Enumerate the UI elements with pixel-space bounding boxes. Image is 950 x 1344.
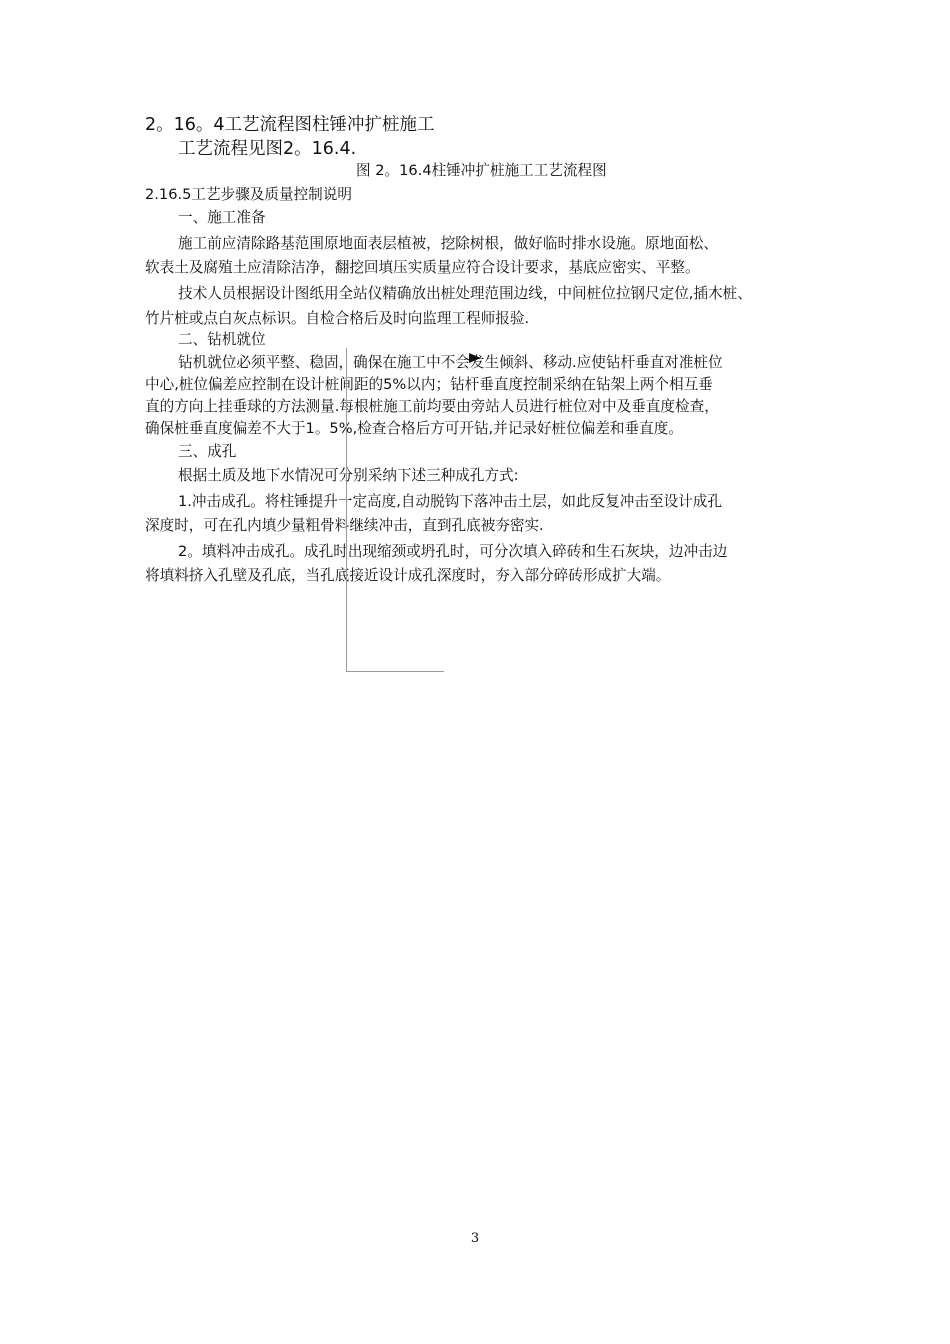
part3-heading: 三、成孔 xyxy=(178,443,237,460)
part2-heading: 二、钻机就位 xyxy=(178,331,266,348)
flow-intro: 工艺流程见图2。16.4. xyxy=(178,139,357,159)
paragraph-line: 软表土及腐殖土应清除洁净，翻挖回填压实质量应符合设计要求，基底应密实、平整。 xyxy=(145,259,700,276)
paragraph-line: 将填料挤入孔壁及孔底，当孔底接近设计成孔深度时，夯入部分碎砖形成扩大端。 xyxy=(145,567,671,584)
paragraph-line: 直的方向上挂垂球的方法测量.每根桩施工前均要由旁站人员进行桩位对中及垂直度检查， xyxy=(145,398,719,415)
paragraph-line: 竹片桩或点白灰点标识。自检合格后及时向监理工程师报验. xyxy=(145,310,530,327)
steps-heading: 2.16.5工艺步骤及质量控制说明 xyxy=(145,186,352,203)
section-heading: 2。16。4工艺流程图柱锤冲扩桩施工 xyxy=(145,115,435,135)
paragraph-line: 深度时，可在孔内填少量粗骨料继续冲击，直到孔底被夯密实. xyxy=(145,517,544,534)
flowchart-arrow-icon xyxy=(469,353,481,363)
paragraph-line: 施工前应清除路基范围原地面表层植被，挖除树根，做好临时排水设施。原地面松、 xyxy=(178,235,718,252)
paragraph-line: 确保桩垂直度偏差不大于1。5%,检查合格后方可开钻,并记录好桩位偏差和垂直度。 xyxy=(145,420,683,437)
part1-heading: 一、施工准备 xyxy=(178,209,266,226)
figure-caption: 图 2。16.4柱锤冲扩桩施工工艺流程图 xyxy=(356,162,607,179)
part3-intro: 根据土质及地下水情况可分别采纳下述三种成孔方式: xyxy=(178,467,519,484)
paragraph-line: 1.冲击成孔。将柱锤提升一定高度,自动脱钩下落冲击土层，如此反复冲击至设计成孔 xyxy=(178,493,722,510)
paragraph-line: 技术人员根据设计图纸用全站仪精确放出桩处理范围边线，中间桩位拉钢尺定位,插木桩、 xyxy=(178,285,752,302)
flowchart-frame xyxy=(346,348,444,672)
paragraph-line: 钻机就位必须平整、稳固，确保在施工中不会发生倾斜、移动.应使钻杆垂直对准桩位 xyxy=(178,354,723,371)
page-number: 3 xyxy=(470,1231,480,1246)
paragraph-line: 2。填料冲击成孔。成孔时出现缩颈或坍孔时，可分次填入碎砖和生石灰块，边冲击边 xyxy=(178,543,728,560)
paragraph-line: 中心,桩位偏差应控制在设计桩间距的5%以内；钻杆垂直度控制采纳在钻架上两个相互垂 xyxy=(145,376,713,393)
